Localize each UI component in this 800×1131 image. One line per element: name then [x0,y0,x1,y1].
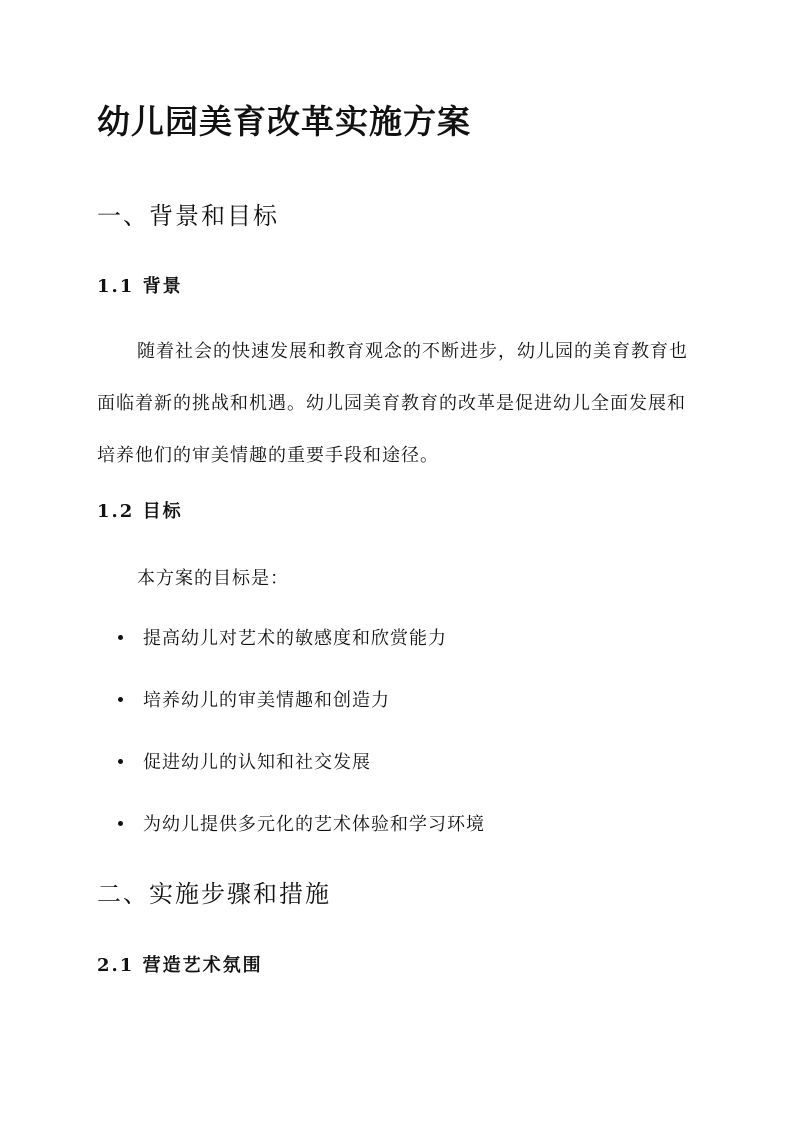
list-item [118,624,447,650]
background-paragraph: 随着社会的快速发展和教育观念的不断进步，幼儿园的美育教育也面临着新的挑战和机遇。幼儿园美育教育的改革是促进幼儿全面发展和培养他们的审美情趣的重要手段和途径。 [97,341,688,466]
list-item [118,748,371,774]
section-heading-steps-measures: 二、实施步骤和措施 [97,880,331,908]
list-item-text: 促进幼儿的认知和社交发展 [143,752,371,773]
list-item [118,810,485,836]
goals-intro: 本方案的目标是： [137,568,289,589]
list-item-text: 培养幼儿的审美情趣和创造力 [143,690,390,711]
list-item-text: 提高幼儿对艺术的敏感度和欣赏能力 [143,628,447,649]
bullet-icon [118,697,123,702]
bullet-icon [118,821,123,826]
subsection-heading-art-atmosphere: 2.1 营造艺术氛围 [97,955,263,976]
list-item [118,686,390,712]
document-title: 幼儿园美育改革实施方案 [97,102,471,141]
section-heading-background-goals: 一、背景和目标 [97,202,279,230]
bullet-icon [118,635,123,640]
subsection-heading-goals: 1.2 目标 [97,501,183,522]
list-item-text: 为幼儿提供多元化的艺术体验和学习环境 [143,814,485,835]
subsection-heading-background: 1.1 背景 [97,276,183,297]
bullet-icon [118,759,123,764]
